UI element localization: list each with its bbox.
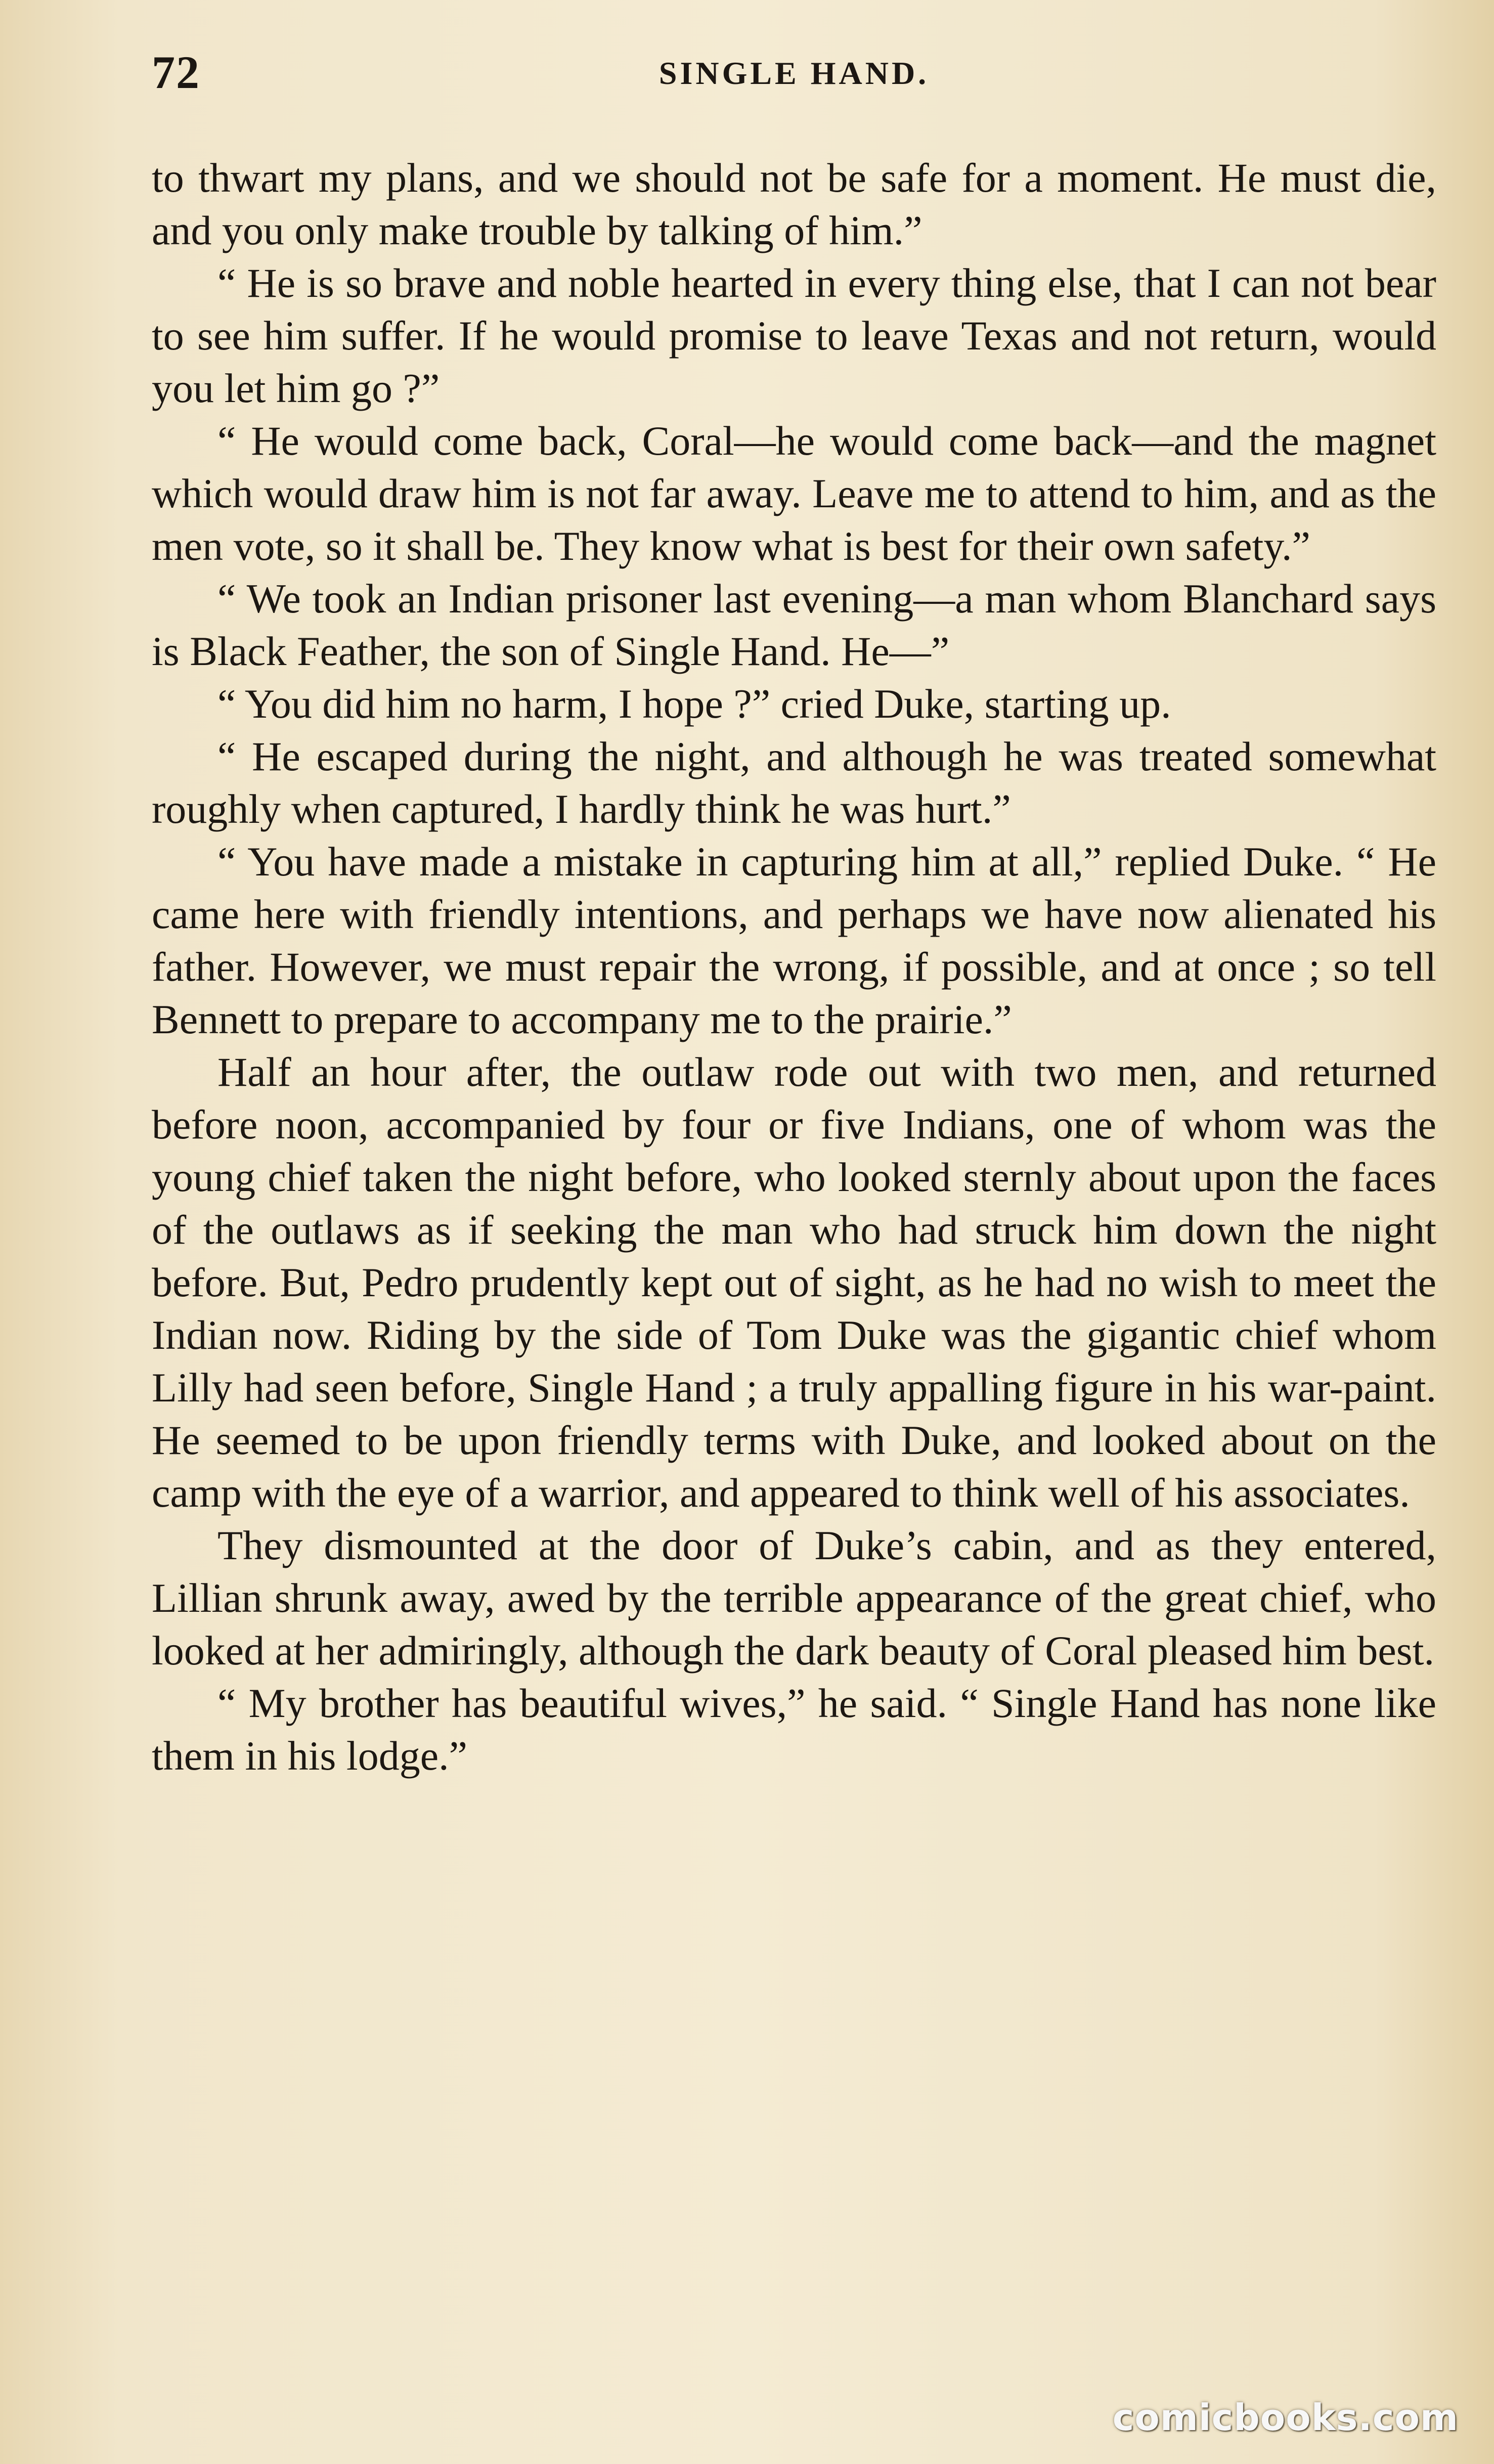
page-number: 72 [152,47,200,98]
paragraph: “ He escaped during the night, and although he was treated somewhat roughly when captured, I hardly think he was hurt.” [152,733,1436,832]
paragraph: They dismounted at the door of Duke’s cabin, and as they entered, Lillian shrunk away, awed by the terrible appearance of the great chief, who looked at her admiringly, although the dark beauty of Coral pleased him best. [152,1522,1436,1674]
paragraph: Half an hour after, the outlaw rode out with two men, and returned before noon, accompanied by four or five Indians, one of whom was the young chief taken the night before, who looked sternly about upon the faces of the outlaws as if seeking the man who had struck him down the night before. But, Pedro prudently kept out of sight, as he had no wish to meet the Indian now. Riding by the side of Tom Duke was the gigantic chief whom Lilly had seen before, Single Hand ; a truly appalling figure in his war-paint. He seemed to be upon friendly terms with Duke, and looked about on the camp with the eye of a warrior, and appeared to think well of his associates. [152,1049,1436,1516]
page-header [152,46,1436,121]
paragraph: to thwart my plans, and we should not be safe for a moment. He must die, and you only make trouble by talking of him.” [152,155,1436,253]
paragraph: “ You did him no harm, I hope ?” cried Duke, starting up. [217,681,1171,727]
paragraph: “ He would come back, Coral—he would come back—and the magnet which would draw him is not far away. Leave me to attend to him, and as the men vote, so it shall be. They know what is best for their own safety.” [152,418,1436,569]
watermark: comicbooks.com [1112,2396,1459,2439]
paragraph: “ My brother has beautiful wives,” he said. “ Single Hand has none like them in his lodge.” [152,1680,1436,1779]
paragraph: “ He is so brave and noble hearted in every thing else, that I can not bear to see him suffer. If he would promise to leave Texas and not return, would you let him go ?” [152,260,1436,411]
body-text [152,152,1436,1782]
running-title: SINGLE HAND. [658,55,930,91]
paragraph: “ You have made a mistake in capturing him at all,” replied Duke. “ He came here with friendly intentions, and perhaps we have now alienated his father. However, we must repair the wrong, if possible, and at once ; so tell Bennett to prepare to accompany me to the prairie.” [152,839,1436,1042]
paragraph: “ We took an Indian prisoner last evening—a man whom Blanchard says is Black Feather, the son of Single Hand. He—” [152,576,1436,674]
